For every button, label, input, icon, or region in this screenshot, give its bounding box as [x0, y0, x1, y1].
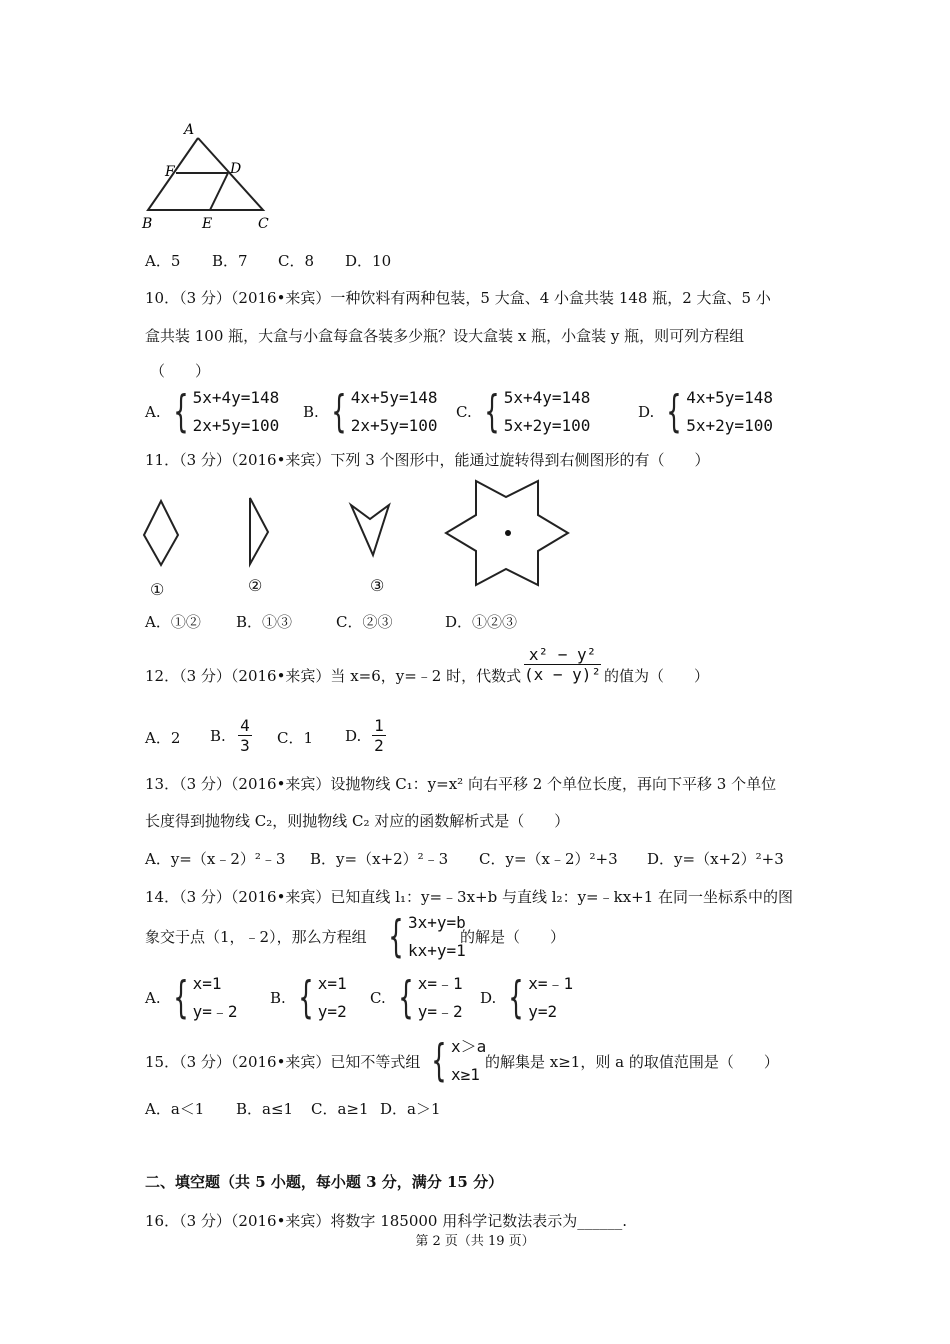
q10-option-c[interactable] [456, 384, 590, 440]
q15-stem-pre: 15．（3 分）（2016•来宾）已知不等式组 [145, 1053, 421, 1071]
q12-option-d[interactable]: D. [345, 727, 362, 745]
brace-icon: { [172, 386, 189, 437]
q11-six-point-star-figure [442, 475, 572, 593]
eq2: 5x+2y=100 [686, 416, 773, 435]
num: 4 [240, 716, 250, 735]
q13-stem-line2: 长度得到抛物线 C₂，则抛物线 C₂ 对应的函数解析式是（ ） [145, 812, 570, 830]
q11-option-c[interactable]: C．②③ [336, 613, 393, 631]
brace-icon: { [666, 386, 682, 437]
q15-option-d[interactable]: D．a＞1 [380, 1100, 441, 1118]
brace-icon: { [298, 972, 314, 1023]
eq1: 4x+5y=148 [350, 388, 438, 407]
q10-stem-line1: 10．（3 分）（2016•来宾）一种饮料有两种包装，5 大盒、4 小盒共装 148 瓶，2 大盒、5 小 [145, 289, 771, 307]
num: 1 [374, 716, 384, 735]
eq2: 5x+2y=100 [503, 416, 591, 435]
q12-fraction [524, 645, 601, 684]
q13-option-a[interactable]: A．y=（x﹣2）²﹣3 [145, 850, 286, 868]
eq1: 4x+5y=148 [686, 388, 773, 407]
q10-option-b[interactable] [303, 384, 438, 440]
eq1: x=1 [317, 974, 347, 993]
q14-option-c-label: C. [370, 989, 386, 1007]
q11-option-a[interactable]: A．①② [145, 613, 201, 631]
q13-stem-line1: 13．（3 分）（2016•来宾）设抛物线 C₁：y=x² 向右平移 2 个单位长度，再向下平移 3 个单位 [145, 775, 777, 793]
segment-de [210, 173, 228, 210]
q14-option-b-label: B. [270, 989, 286, 1007]
q14-option-d-label: D. [480, 989, 497, 1007]
q12-denominator: (x − y)² [524, 665, 602, 684]
eq2: y=﹣2 [192, 1002, 238, 1021]
eq1: x＞a [451, 1037, 487, 1056]
eq2: x≥1 [451, 1065, 480, 1084]
brace-icon: { [398, 972, 414, 1023]
q10-option-d[interactable] [638, 384, 773, 440]
q11-figure-1-rhombus [138, 495, 188, 573]
q11-stem: 11．（3 分）（2016•来宾）下列 3 个图形中，能通过旋转得到右侧图形的有（ ） [145, 451, 710, 469]
q11-figure-1-label: ① [150, 580, 165, 599]
q11-figure-2-triangle [240, 492, 280, 570]
q12-numerator: x² − y² [528, 645, 597, 664]
brace-icon: { [172, 972, 189, 1023]
q12-option-b-fraction [238, 716, 252, 755]
q14-stem-line2-pre: 象交于点（1，﹣2），那么方程组 [145, 928, 367, 946]
q14-option-c[interactable] [370, 970, 463, 1026]
eq1: x=﹣1 [528, 974, 574, 993]
q10-option-a[interactable] [145, 384, 279, 440]
q9-option-d[interactable]: D．10 [345, 252, 392, 270]
q12-option-a[interactable]: A．2 [145, 729, 181, 747]
q9-option-b[interactable]: B．7 [212, 252, 248, 270]
q15-option-b[interactable]: B．a≤1 [236, 1100, 294, 1118]
q13-option-c[interactable]: C．y=（x﹣2）²+3 [479, 850, 618, 868]
brace-icon: { [331, 386, 347, 437]
label-F: F [165, 164, 175, 180]
brace-icon: { [431, 1035, 447, 1086]
brace-icon: { [508, 972, 524, 1023]
q15-option-c[interactable]: C．a≥1 [311, 1100, 369, 1118]
section-2-heading: 二、填空题（共 5 小题，每小题 3 分，满分 15 分） [145, 1173, 504, 1191]
page-footer: 第 2 页（共 19 页） [415, 1234, 535, 1249]
label-D: D [230, 161, 242, 177]
q11-option-d[interactable]: D．①②③ [445, 613, 518, 631]
q14-stem-line1: 14．（3 分）（2016•来宾）已知直线 l₁：y=﹣3x+b 与直线 l₂：y=﹣kx+1 在同一坐标系中的图 [145, 888, 794, 906]
eq2: y=﹣2 [417, 1002, 463, 1021]
eq2: y=2 [528, 1002, 558, 1021]
q12-option-c[interactable]: C．1 [277, 729, 314, 747]
label-C: C [258, 216, 269, 232]
q12-option-d-fraction [372, 716, 386, 755]
brace-icon: { [484, 386, 500, 437]
eq1: 3x+y=b [408, 913, 466, 932]
q11-figure-3-dart [346, 495, 396, 560]
brace-icon: { [388, 911, 404, 962]
eq1: x=﹣1 [417, 974, 463, 993]
q13-option-d[interactable]: D．y=（x+2）²+3 [647, 850, 784, 868]
eq1: x=1 [192, 974, 222, 993]
q9-option-a[interactable]: A．5 [145, 252, 181, 270]
den: 2 [374, 736, 384, 755]
q14-equation-system [382, 909, 466, 965]
q14-option-d[interactable] [480, 970, 573, 1026]
q14-option-a-label: A. [145, 989, 161, 1007]
eq2: 2x+5y=100 [350, 416, 438, 435]
eq1: 5x+4y=148 [192, 388, 280, 407]
q10-option-a-label: A. [145, 403, 161, 421]
label-E: E [202, 216, 213, 232]
q10-option-c-label: C. [456, 403, 472, 421]
q9-triangle-figure [138, 118, 278, 236]
q11-figure-3-label: ③ [370, 576, 385, 595]
q14-option-b[interactable] [270, 970, 347, 1026]
eq2: kx+y=1 [408, 941, 466, 960]
q12-stem-pre: 12．（3 分）（2016•来宾）当 x=6，y=﹣2 时，代数式 [145, 667, 522, 685]
q12-option-b[interactable]: B. [210, 727, 226, 745]
eq1: 5x+4y=148 [503, 388, 591, 407]
q9-option-c[interactable]: C．8 [278, 252, 315, 270]
q15-inequality-system [425, 1033, 486, 1089]
den: 3 [240, 736, 250, 755]
q10-option-b-label: B. [303, 403, 319, 421]
eq2: y=2 [317, 1002, 347, 1021]
q13-option-b[interactable]: B．y=（x+2）²﹣3 [310, 850, 449, 868]
q12-stem-post: 的值为（ ） [604, 667, 710, 685]
q11-figure-2-label: ② [248, 576, 263, 595]
q11-option-b[interactable]: B．①③ [236, 613, 293, 631]
q10-stem-line2: 盒共装 100 瓶，大盒与小盒每盒各装多少瓶？设大盒装 x 瓶，小盒装 y 瓶，则可列方程组 [145, 327, 745, 345]
q16-stem: 16．（3 分）（2016•来宾）将数字 185000 用科学记数法表示为______. [145, 1212, 627, 1230]
eq2: 2x+5y=100 [192, 416, 280, 435]
q10-stem-line3: （ ） [150, 362, 211, 380]
q10-option-d-label: D. [638, 403, 655, 421]
label-A: A [184, 122, 195, 138]
q14-option-a[interactable] [145, 970, 238, 1026]
q15-stem-post: 的解集是 x≥1，则 a 的取值范围是（ ） [485, 1053, 779, 1071]
q15-option-a[interactable]: A．a＜1 [145, 1100, 205, 1118]
label-B: B [142, 216, 153, 232]
q14-stem-line2-post: 的解是（ ） [460, 928, 566, 946]
